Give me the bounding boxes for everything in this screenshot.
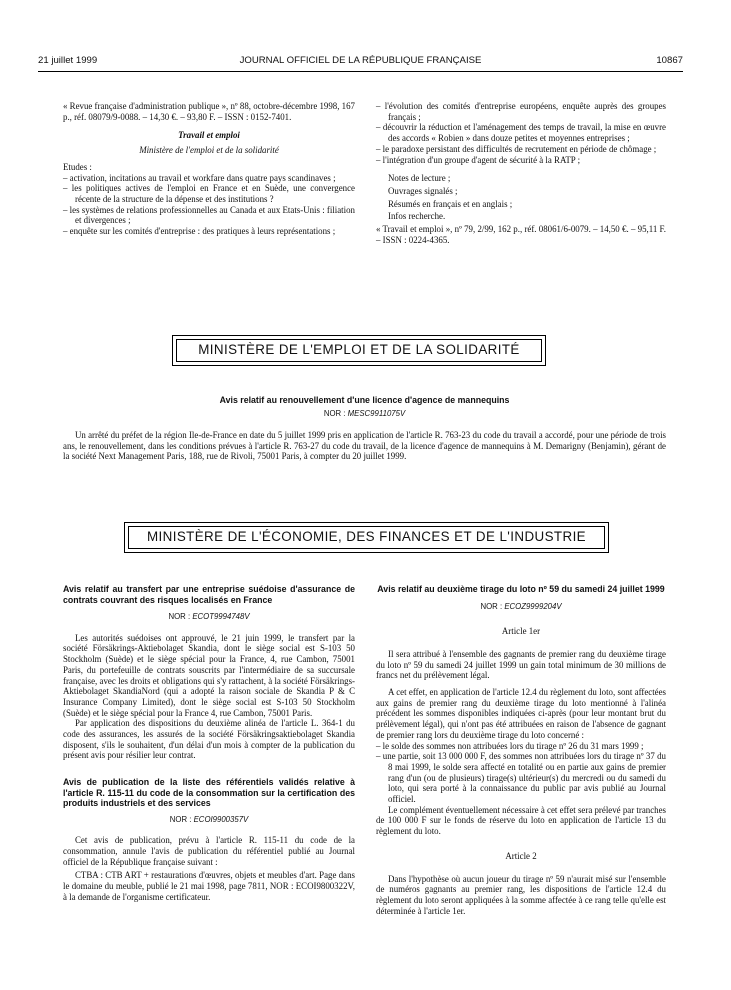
article-1-heading: Article 1er xyxy=(501,626,541,637)
bottom-right-column xyxy=(376,584,666,916)
ministry-emploi-title: MINISTÈRE DE L'EMPLOI ET DE LA SOLIDARITÉ xyxy=(176,339,542,362)
ministry-economie-title: MINISTÈRE DE L'ÉCONOMIE, DES FINANCES ET DE L'INDUSTRIE xyxy=(128,526,605,549)
avis-transfert-paragraph: Par application des dispositions du deuxième alinéa de l'article L. 364-1 du code des assurances, les assurés de la société Försäkringsaktiebolaget Skandia disposent, s'ils le souhaitent, d'un délai d'un mois à compter de la publication du présent avis pour résilier leur contrat. xyxy=(63,718,355,761)
etude-item: – le paradoxe persistant des difficultés de recrutement en période de chômage ; xyxy=(376,143,657,154)
note-item: Notes de lecture ; xyxy=(388,173,451,184)
top-left-column xyxy=(63,101,355,237)
avis-referentiels-paragraph: CTBA : CTB ART + restaurations d'œuvres, objets et meubles d'art. Page dans le domaine du meuble, publié le 21 mai 1998, page 7811, NOR : ECOI9800322V, à la demande de l'organisme certificateur. xyxy=(63,870,355,902)
header-date: 21 juillet 1999 xyxy=(38,55,98,66)
avis-mannequins-body xyxy=(63,430,666,462)
article-paragraph: A cet effet, en application de l'article 12.4 du règlement du loto, sont affectées aux gains de premier rang du deuxième tirage du loto mentionné à l'alinéa précédent les sommes disponibles indiquées ci-après (pour leur montant brut du prélèvement légal), qui n'ont pas été attribuées en raison de l'absence de gagnant de premier rang lors du deuxième tirage du loto concerné : xyxy=(376,687,666,740)
note-item: Infos recherche. xyxy=(388,211,446,222)
nor-code: ECOZ9999204V xyxy=(504,601,562,611)
article-paragraph: Le complément éventuellement nécessaire à cet effet sera prélevé par tranches de 100 000 F sur le fonds de réserve du loto en application de l'article 13 du règlement du loto. xyxy=(376,804,666,837)
nor-label: NOR : xyxy=(480,601,503,611)
avis-transfert-paragraph: Les autorités suédoises ont approuvé, le 21 juin 1999, le transfert par la société Försäkrings-Aktiebolaget Skandia, dont le siège social est S-103 50 Stockholm (Suède) et le siège spécial pour la France, 4, rue Cambon, 75001 Paris, du portefeuille de contrats souscrits par l'intermédiaire de sa succursale française, avec les droits et obligations qui s'y rattachent, à la société Försäkrings-Aktiebolaget SkandiaNord (qui a adopté la raison sociale de Skandia P & C Insurance Company Limited), dont le siège social est S-103 50 Stockholm (Suède) et le siège spécial pour la France 4, rue Cambon, 75001 Paris. xyxy=(63,632,355,718)
top-right-column xyxy=(376,101,666,245)
avis-loto-title: Avis relatif au deuxième tirage du loto nº 59 du samedi 24 juillet 1999 xyxy=(377,584,665,594)
avis-referentiels-nor xyxy=(63,815,355,826)
etude-item: – activation, incitations au travail et workfare dans quatre pays scandinaves ; xyxy=(63,172,336,183)
page-header xyxy=(38,55,683,71)
etude-item: – l'évolution des comités d'entreprise européens, enquête auprès des groupes français ; xyxy=(376,101,666,122)
avis-mannequins-title: Avis relatif au renouvellement d'une licence d'agence de mannequins xyxy=(219,395,510,405)
avis-referentiels-title: Avis de publication de la liste des référentiels validés relative à l'article R. 115-11 du code de la consommation sur la certification des produits industriels et des services xyxy=(63,777,355,809)
ministry-economie-box xyxy=(124,522,609,553)
bottom-left-column xyxy=(63,584,355,903)
revue-reference: « Revue française d'administration publique », nº 88, octobre-décembre 1998, 167 p., réf. 08079/9-0088. – 14,30 €. – 93,80 F. – ISSN : 0152-7401. xyxy=(63,101,355,122)
article-list-item: – une partie, soit 13 000 000 F, des sommes non attribuées lors du tirage nº 37 du 8 mai 1999, le solde sera affecté en totalité ou en partie aux gains de premier rang d'un (ou de plusieurs) tirage(s) ultérieur(s) du mercredi ou du samedi du loto, qui sera porté à la connaissance du public par avis publié au Journal officiel. xyxy=(376,751,666,805)
nor-label: NOR : xyxy=(323,409,346,418)
etude-item: – enquête sur les comités d'entreprise : des pratiques à leurs représentations ; xyxy=(63,226,336,237)
nor-label: NOR : xyxy=(169,814,192,824)
header-page-number: 10867 xyxy=(656,55,683,66)
etude-item: – les politiques actives de l'emploi en France et en Suède, une convergence récente de la structure de la dépense et des institutions ? xyxy=(63,183,355,204)
ministry-subtitle: Ministère de l'emploi et de la solidarité xyxy=(139,145,279,156)
header-journal: JOURNAL OFFICIEL DE LA RÉPUBLIQUE FRANÇAISE xyxy=(239,55,482,66)
avis-body-text: Un arrêté du préfet de la région Ile-de-France en date du 5 juillet 1999 pris en application de l'article R. 763-23 du code du travail a accordé, pour une période de trois ans, le renouvellement, dans les conditions prévues à l'article R. 763-27 du code du travail, de la licence d'agence de mannequins à M. Demarigny (Benjamin), gérant de la société Next Management Paris, 188, rue de Rivoli, 75001 Paris, à compter du 20 juillet 1999. xyxy=(63,430,666,462)
travail-emploi-reference: « Travail et emploi », nº 79, 2/99, 162 p., réf. 08061/6-0079. – 14,50 €. – 95,11 F. – ISSN : 0224-4365. xyxy=(376,224,666,245)
avis-transfert-nor xyxy=(63,612,355,623)
etude-item: – l'intégration d'un groupe d'agent de sécurité à la RATP ; xyxy=(376,154,581,165)
ministry-emploi-box xyxy=(172,335,546,366)
note-item: Résumés en français et en anglais ; xyxy=(388,198,513,209)
avis-referentiels-paragraph: Cet avis de publication, prévu à l'article R. 115-11 du code de la consommation, annule l'avis de publication du référentiel publié au Journal officiel de la République française suivant : xyxy=(63,835,355,867)
note-item: Ouvrages signalés ; xyxy=(388,185,458,196)
avis-transfert-title: Avis relatif au transfert par une entreprise suédoise d'assurance de contrats couvrant des risques localisés en France xyxy=(63,584,355,605)
nor-label: NOR : xyxy=(168,612,191,621)
etude-item: – découvrir la réduction et l'aménagement des temps de travail, la mise en œuvre des accords « Robien » dans douze petites et moyennes entreprises ; xyxy=(376,122,666,144)
nor-code: MESC9911075V xyxy=(347,409,406,418)
avis-mannequins-nor xyxy=(63,409,666,418)
article-2-heading: Article 2 xyxy=(505,850,537,861)
avis-loto-nor xyxy=(376,602,666,613)
etude-item: – les systèmes de relations professionnelles au Canada et aux Etats-Unis : filiation et divergences ; xyxy=(63,204,355,226)
article-paragraph: Il sera attribué à l'ensemble des gagnants de premier rang du deuxième tirage du loto nº 59 du samedi 24 juillet 1999 un gain total minimum de 30 millions de francs net du prélèvement légal. xyxy=(376,648,666,681)
etudes-label: Etudes : xyxy=(63,161,92,172)
nor-code: ECOT9994748V xyxy=(192,612,250,621)
nor-code: ECOI9900357V xyxy=(193,814,249,824)
article-list-item: – le solde des sommes non attribuées lors du tirage nº 26 du 31 mars 1999 ; xyxy=(376,740,644,751)
header-rule xyxy=(38,71,683,72)
article-paragraph: Dans l'hypothèse où aucun joueur du tirage nº 59 n'aurait misé sur l'ensemble de numéros gagnants au premier rang, les dispositions de l'article 12.4 du règlement du loto seront appliquées à la somme affectée à ce rang telle qu'elle est déterminée à l'article 1er. xyxy=(376,873,666,916)
notes-list xyxy=(376,173,666,222)
section-title: Travail et emploi xyxy=(178,130,240,141)
